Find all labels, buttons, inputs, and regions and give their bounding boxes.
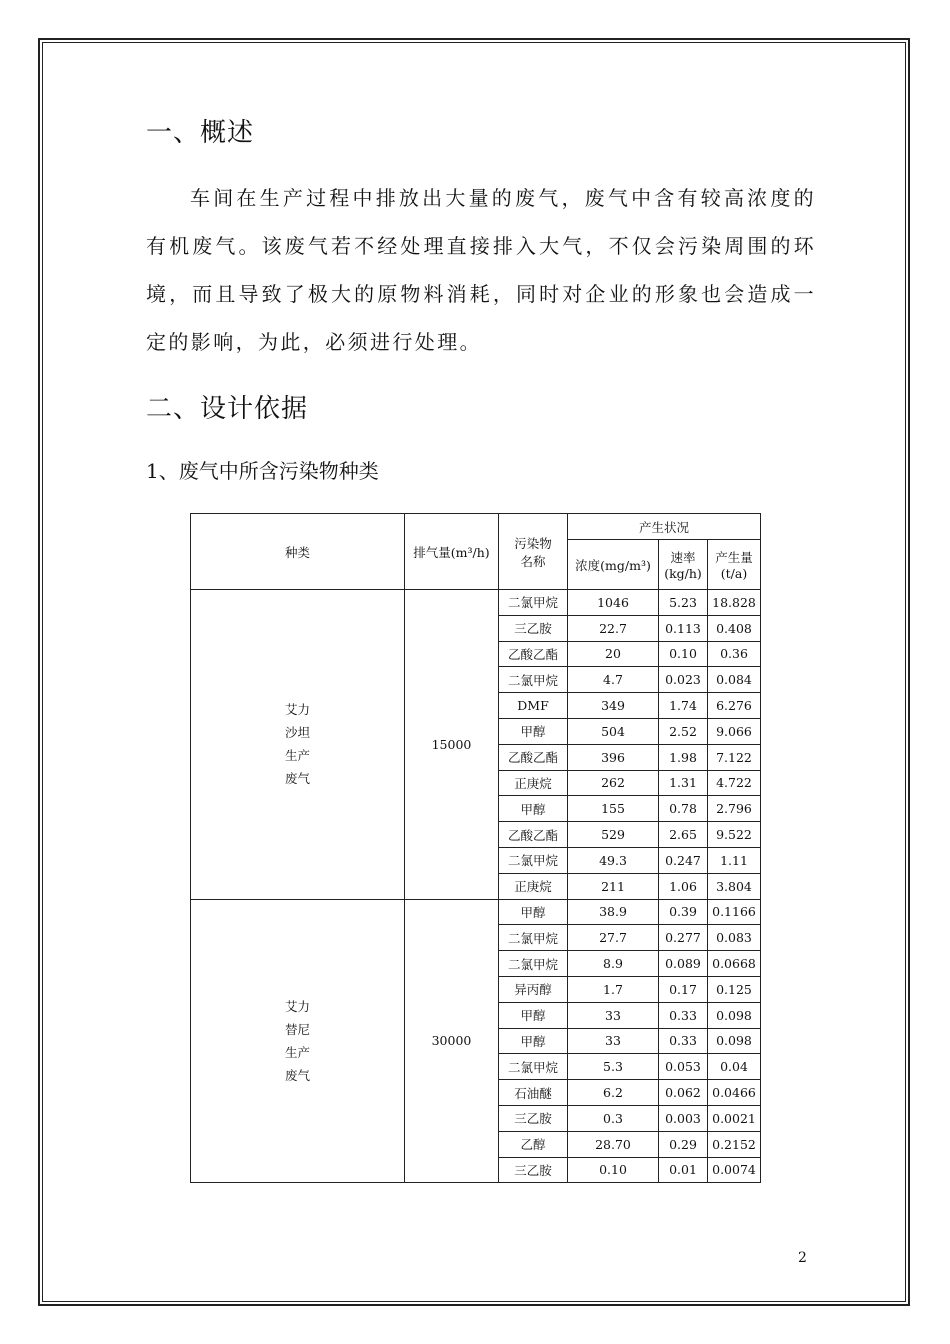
rate-cell: 0.062 [659, 1080, 708, 1106]
rate-cell: 0.089 [659, 951, 708, 977]
output-cell: 0.083 [708, 925, 761, 951]
header-type: 种类 [191, 514, 405, 590]
rate-cell: 2.65 [659, 822, 708, 848]
output-cell: 0.1166 [708, 899, 761, 925]
output-cell: 0.0668 [708, 951, 761, 977]
output-cell: 0.408 [708, 615, 761, 641]
pollutant-name-cell: 乙酸乙酯 [499, 744, 568, 770]
concentration-cell: 38.9 [568, 899, 659, 925]
section-title-basis: 二、设计依据 [146, 394, 309, 424]
pollutant-name-cell: 乙酸乙酯 [499, 822, 568, 848]
pollutant-name-cell: 三乙胺 [499, 1157, 568, 1183]
rate-cell: 0.247 [659, 847, 708, 873]
output-cell: 0.084 [708, 667, 761, 693]
concentration-cell: 20 [568, 641, 659, 667]
concentration-cell: 155 [568, 796, 659, 822]
pollutant-name-cell: DMF [499, 693, 568, 719]
rate-cell: 0.10 [659, 641, 708, 667]
concentration-cell: 1.7 [568, 976, 659, 1002]
pollutant-name-cell: 二氯甲烷 [499, 667, 568, 693]
table-row [191, 899, 761, 925]
output-cell: 0.098 [708, 1002, 761, 1028]
output-cell: 0.098 [708, 1028, 761, 1054]
header-pollutant-line2: 名称 [520, 553, 546, 569]
header-output-line2: (t/a) [720, 566, 748, 581]
output-cell: 9.066 [708, 718, 761, 744]
header-rate-line1: 速率 [670, 550, 696, 565]
concentration-cell: 5.3 [568, 1054, 659, 1080]
header-output-line1: 产生量 [715, 550, 753, 565]
concentration-cell: 211 [568, 873, 659, 899]
rate-cell: 1.31 [659, 770, 708, 796]
header-rate [659, 540, 708, 590]
rate-cell: 0.78 [659, 796, 708, 822]
output-cell: 0.0074 [708, 1157, 761, 1183]
section-title-overview: 一、概述 [146, 118, 255, 148]
pollutant-name-cell: 甲醇 [499, 899, 568, 925]
output-cell: 3.804 [708, 873, 761, 899]
group-type-line: 艾力 [284, 702, 310, 718]
concentration-cell: 529 [568, 822, 659, 848]
header-output [708, 540, 761, 590]
subsection-title-pollutants: 1、废气中所含污染物种类 [146, 459, 379, 483]
rate-cell: 2.52 [659, 718, 708, 744]
concentration-cell: 262 [568, 770, 659, 796]
pollutant-name-cell: 二氯甲烷 [499, 925, 568, 951]
header-status: 产生状况 [568, 514, 761, 540]
rate-cell: 0.003 [659, 1105, 708, 1131]
concentration-cell: 1046 [568, 590, 659, 616]
rate-cell: 1.74 [659, 693, 708, 719]
concentration-cell: 504 [568, 718, 659, 744]
concentration-cell: 8.9 [568, 951, 659, 977]
concentration-cell: 349 [568, 693, 659, 719]
group-type-line: 废气 [284, 1067, 310, 1083]
group-exhaust-cell: 30000 [405, 899, 499, 1183]
concentration-cell: 0.10 [568, 1157, 659, 1183]
pollutant-name-cell: 三乙胺 [499, 615, 568, 641]
output-cell: 0.0466 [708, 1080, 761, 1106]
rate-cell: 0.01 [659, 1157, 708, 1183]
pollutant-name-cell: 乙醇 [499, 1131, 568, 1157]
pollutant-name-cell: 甲醇 [499, 718, 568, 744]
header-pollutant-line1: 污染物 [514, 535, 552, 551]
group-type-line: 生产 [284, 1044, 310, 1060]
pollutant-name-cell: 石油醚 [499, 1080, 568, 1106]
rate-cell: 1.98 [659, 744, 708, 770]
group-type-cell [191, 590, 405, 900]
pollutant-name-cell: 异丙醇 [499, 976, 568, 1002]
concentration-cell: 33 [568, 1028, 659, 1054]
group-type-line: 沙坦 [284, 725, 310, 741]
concentration-cell: 4.7 [568, 667, 659, 693]
output-cell: 6.276 [708, 693, 761, 719]
rate-cell: 0.39 [659, 899, 708, 925]
pollutant-name-cell: 乙酸乙酯 [499, 641, 568, 667]
output-cell: 0.04 [708, 1054, 761, 1080]
output-cell: 2.796 [708, 796, 761, 822]
header-concentration: 浓度(mg/m³) [568, 540, 659, 590]
group-type-cell [191, 899, 405, 1183]
pollutant-name-cell: 二氯甲烷 [499, 590, 568, 616]
output-cell: 1.11 [708, 847, 761, 873]
concentration-cell: 0.3 [568, 1105, 659, 1131]
pollutant-name-cell: 二氯甲烷 [499, 847, 568, 873]
pollutant-name-cell: 二氯甲烷 [499, 1054, 568, 1080]
concentration-cell: 27.7 [568, 925, 659, 951]
pollutant-name-cell: 正庚烷 [499, 873, 568, 899]
rate-cell: 1.06 [659, 873, 708, 899]
rate-cell: 0.33 [659, 1002, 708, 1028]
output-cell: 9.522 [708, 822, 761, 848]
group-type-line: 生产 [284, 748, 310, 764]
rate-cell: 0.29 [659, 1131, 708, 1157]
concentration-cell: 22.7 [568, 615, 659, 641]
concentration-cell: 28.70 [568, 1131, 659, 1157]
page-number: 2 [798, 1250, 807, 1266]
header-exhaust: 排气量(m³/h) [405, 514, 499, 590]
group-type-line: 艾力 [284, 998, 310, 1014]
rate-cell: 0.33 [659, 1028, 708, 1054]
output-cell: 18.828 [708, 590, 761, 616]
pollutant-name-cell: 正庚烷 [499, 770, 568, 796]
rate-cell: 5.23 [659, 590, 708, 616]
output-cell: 7.122 [708, 744, 761, 770]
rate-cell: 0.113 [659, 615, 708, 641]
output-cell: 4.722 [708, 770, 761, 796]
rate-cell: 0.053 [659, 1054, 708, 1080]
output-cell: 0.36 [708, 641, 761, 667]
pollutant-name-cell: 甲醇 [499, 1028, 568, 1054]
pollutant-name-cell: 二氯甲烷 [499, 951, 568, 977]
pollutant-name-cell: 三乙胺 [499, 1105, 568, 1131]
table-row [191, 590, 761, 616]
header-pollutant [499, 514, 568, 590]
overview-paragraph: 车间在生产过程中排放出大量的废气，废气中含有较高浓度的有机废气。该废气若不经处理直接排入大气，不仅会污染周围的环境，而且导致了极大的原物料消耗，同时对企业的形象也会造成一定的影响，为此，必须进行处理。 [146, 186, 816, 354]
rate-cell: 0.277 [659, 925, 708, 951]
output-cell: 0.2152 [708, 1131, 761, 1157]
header-rate-line2: (kg/h) [664, 566, 702, 581]
concentration-cell: 49.3 [568, 847, 659, 873]
pollutant-name-cell: 甲醇 [499, 1002, 568, 1028]
group-type-line: 废气 [284, 771, 310, 787]
concentration-cell: 33 [568, 1002, 659, 1028]
rate-cell: 0.17 [659, 976, 708, 1002]
group-exhaust-cell: 15000 [405, 590, 499, 900]
rate-cell: 0.023 [659, 667, 708, 693]
output-cell: 0.0021 [708, 1105, 761, 1131]
concentration-cell: 6.2 [568, 1080, 659, 1106]
pollutant-name-cell: 甲醇 [499, 796, 568, 822]
output-cell: 0.125 [708, 976, 761, 1002]
concentration-cell: 396 [568, 744, 659, 770]
pollutant-table [190, 513, 761, 1183]
group-type-line: 替尼 [284, 1021, 310, 1037]
